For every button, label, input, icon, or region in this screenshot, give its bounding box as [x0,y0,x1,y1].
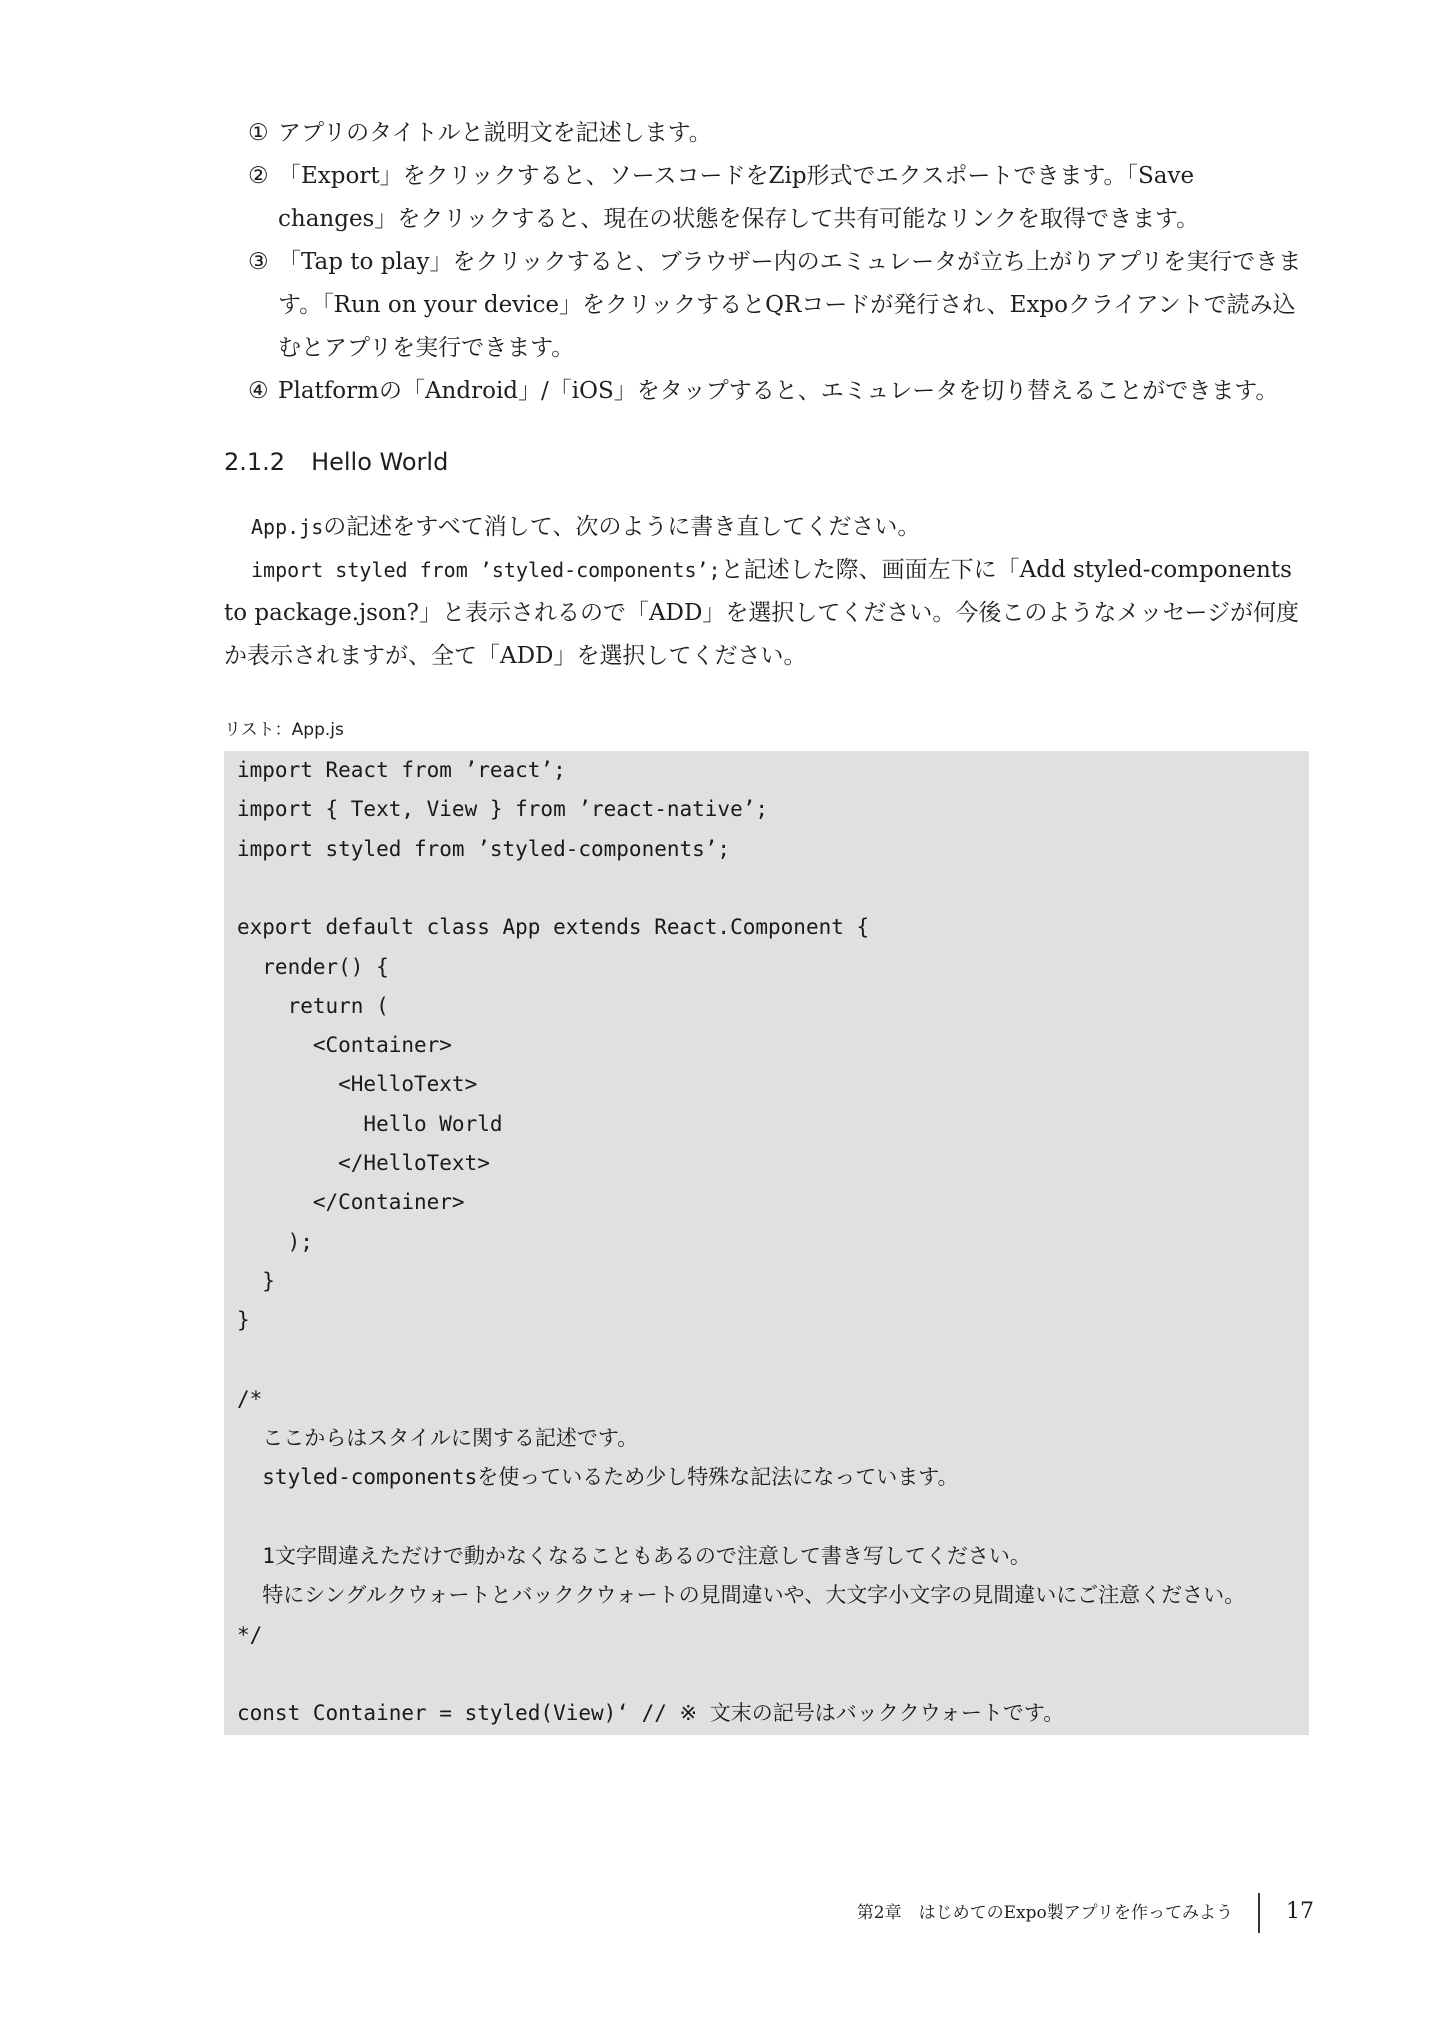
code-line: render() { [237,954,389,979]
code-listing [224,751,1309,1735]
section-heading [224,446,448,478]
list-item [248,370,1308,413]
page-footer [0,1893,1433,1933]
code-line: <HelloText> [237,1072,478,1097]
code-line: /* [237,1386,263,1411]
code-line: ここからはスタイルに関する記述です。 [237,1426,639,1451]
code-line: */ [237,1622,263,1647]
code-line: import { Text, View } from ’react-native’; [237,797,769,822]
code-line: 特にシングルクウォートとバッククウォートの見間違いや、大文字小文字の見間違いにご注意ください。 [237,1583,1246,1608]
list-item-number: ③ [248,249,269,275]
paragraph-text: と記述した際、画面左下に「Add styled-components to package.json?」と表示されるので「ADD」を選択してください。今後このようなメッセージが何度か表示されますが、全て「ADD」を選択してください。 [224,557,1300,669]
list-item-text: アプリのタイトルと説明文を記述します。 [278,120,712,146]
list-item-number: ② [248,163,269,189]
code-line: styled-componentsを使っているため少し特殊な記法になっています。 [237,1465,959,1490]
list-item [248,155,1308,241]
list-item-text: 「Export」をクリックすると、ソースコードをZip形式でエクスポートできます。「Save changes」をクリックすると、現在の状態を保存して共有可能なリンクを取得できます。 [278,163,1200,232]
footer-chapter-title: 第2章 はじめてのExpo製アプリを作ってみよう [856,1903,1233,1923]
code-line: </Container> [237,1190,465,1215]
section-title: Hello World [311,448,449,476]
code-line: } [237,1268,275,1293]
code-line: ); [237,1229,313,1254]
body-text [224,506,1309,678]
code-line: import styled from ’styled-components’; [237,836,731,861]
listing-caption: リスト：App.js [224,720,344,740]
code-line: Hello World [237,1111,503,1136]
code-line: import React from ’react’; [237,758,566,782]
paragraph [224,549,1309,678]
code-line: export default class App extends React.Component { [237,915,870,940]
code-line: <Container> [237,1033,452,1058]
list-item [248,112,1308,155]
inline-code: import styled from ’styled-components’; [251,558,721,582]
paragraph-text: の記述をすべて消して、次のように書き直してください。 [323,514,921,540]
code-line: const Container = styled(View)‘ // ※ 文末の記号はバッククウォートです。 [237,1701,1065,1726]
inline-code: App.js [251,515,324,539]
code-line: } [237,1308,250,1333]
list-item [248,241,1308,370]
footer-divider [1258,1893,1260,1933]
code-line: return ( [237,993,389,1018]
list-item-number: ④ [248,378,269,404]
numbered-list [248,112,1308,413]
code-line: 1文字間違えただけで動かなくなることもあるので注意して書き写してください。 [237,1544,1031,1568]
section-number: 2.1.2 [224,448,286,476]
list-item-text: Platformの「Android」/「iOS」をタップすると、エミュレータを切り替えることができます。 [278,378,1279,404]
page-number: 17 [1286,1899,1314,1924]
list-item-number: ① [248,120,269,146]
paragraph [224,506,1309,549]
code-line: </HelloText> [237,1151,490,1175]
list-item-text: 「Tap to play」をクリックすると、ブラウザー内のエミュレータが立ち上がりアプリを実行できます。「Run on your device」をクリックするとQRコードが発行され、Expoクライアントで読み込むとアプリを実行できます。 [278,249,1302,361]
